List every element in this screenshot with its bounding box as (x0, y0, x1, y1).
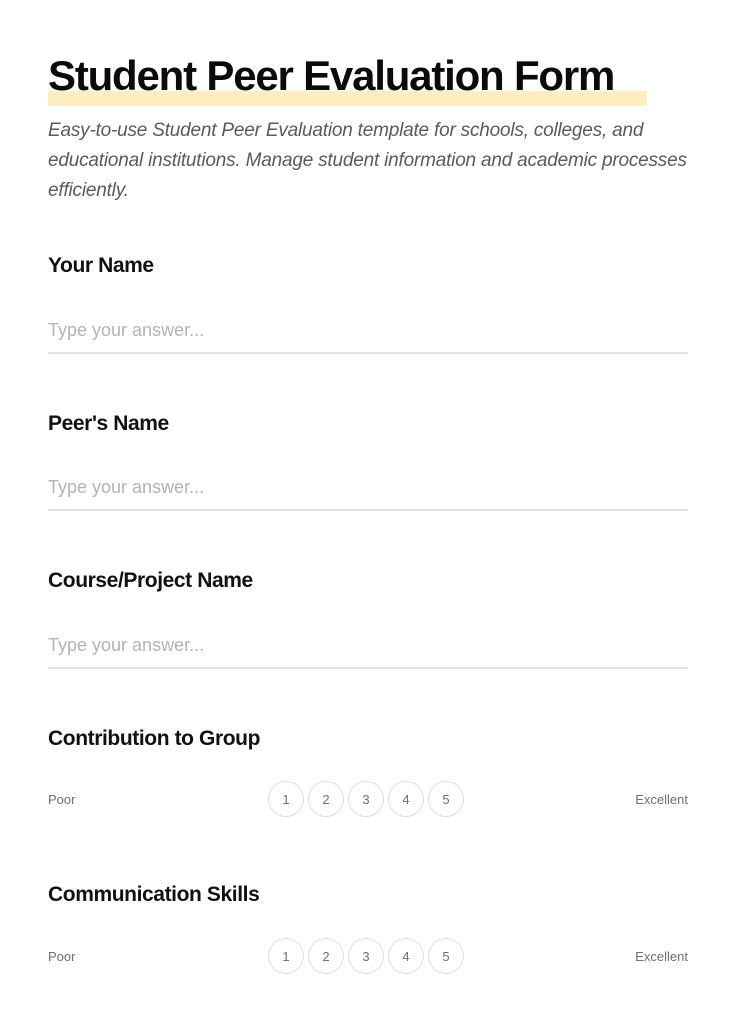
contribution-rating-option-5[interactable]: 5 (428, 781, 464, 817)
your-name-label: Your Name (48, 254, 154, 277)
communication-low-label: Poor (48, 949, 76, 964)
form-title: Student Peer Evaluation Form (48, 52, 615, 99)
contribution-high-label: Excellent (635, 792, 688, 807)
contribution-rating-option-1[interactable]: 1 (268, 781, 304, 817)
peer-name-input[interactable] (48, 465, 688, 511)
course-project-label: Course/Project Name (48, 569, 253, 592)
communication-rating-option-4[interactable]: 4 (388, 938, 424, 974)
contribution-rating-options (268, 781, 464, 817)
contribution-low-label: Poor (48, 792, 76, 807)
form-header (48, 50, 614, 102)
communication-rating-option-3[interactable]: 3 (348, 938, 384, 974)
contribution-rating-option-2[interactable]: 2 (308, 781, 344, 817)
contribution-rating-option-4[interactable]: 4 (388, 781, 424, 817)
communication-rating-option-2[interactable]: 2 (308, 938, 344, 974)
contribution-rating (48, 781, 688, 819)
contribution-label: Contribution to Group (48, 727, 261, 750)
communication-label: Communication Skills (48, 883, 260, 906)
communication-high-label: Excellent (635, 949, 688, 964)
course-project-input[interactable] (48, 623, 688, 669)
peer-name-label: Peer's Name (48, 412, 169, 435)
your-name-input[interactable] (48, 308, 688, 354)
communication-rating (48, 938, 688, 976)
form-description: Easy-to-use Student Peer Evaluation template for schools, colleges, and educational institutions. Manage student information and academic processes efficiently. (48, 120, 687, 201)
communication-rating-option-1[interactable]: 1 (268, 938, 304, 974)
communication-rating-option-5[interactable]: 5 (428, 938, 464, 974)
contribution-rating-option-3[interactable]: 3 (348, 781, 384, 817)
communication-rating-options (268, 938, 464, 974)
